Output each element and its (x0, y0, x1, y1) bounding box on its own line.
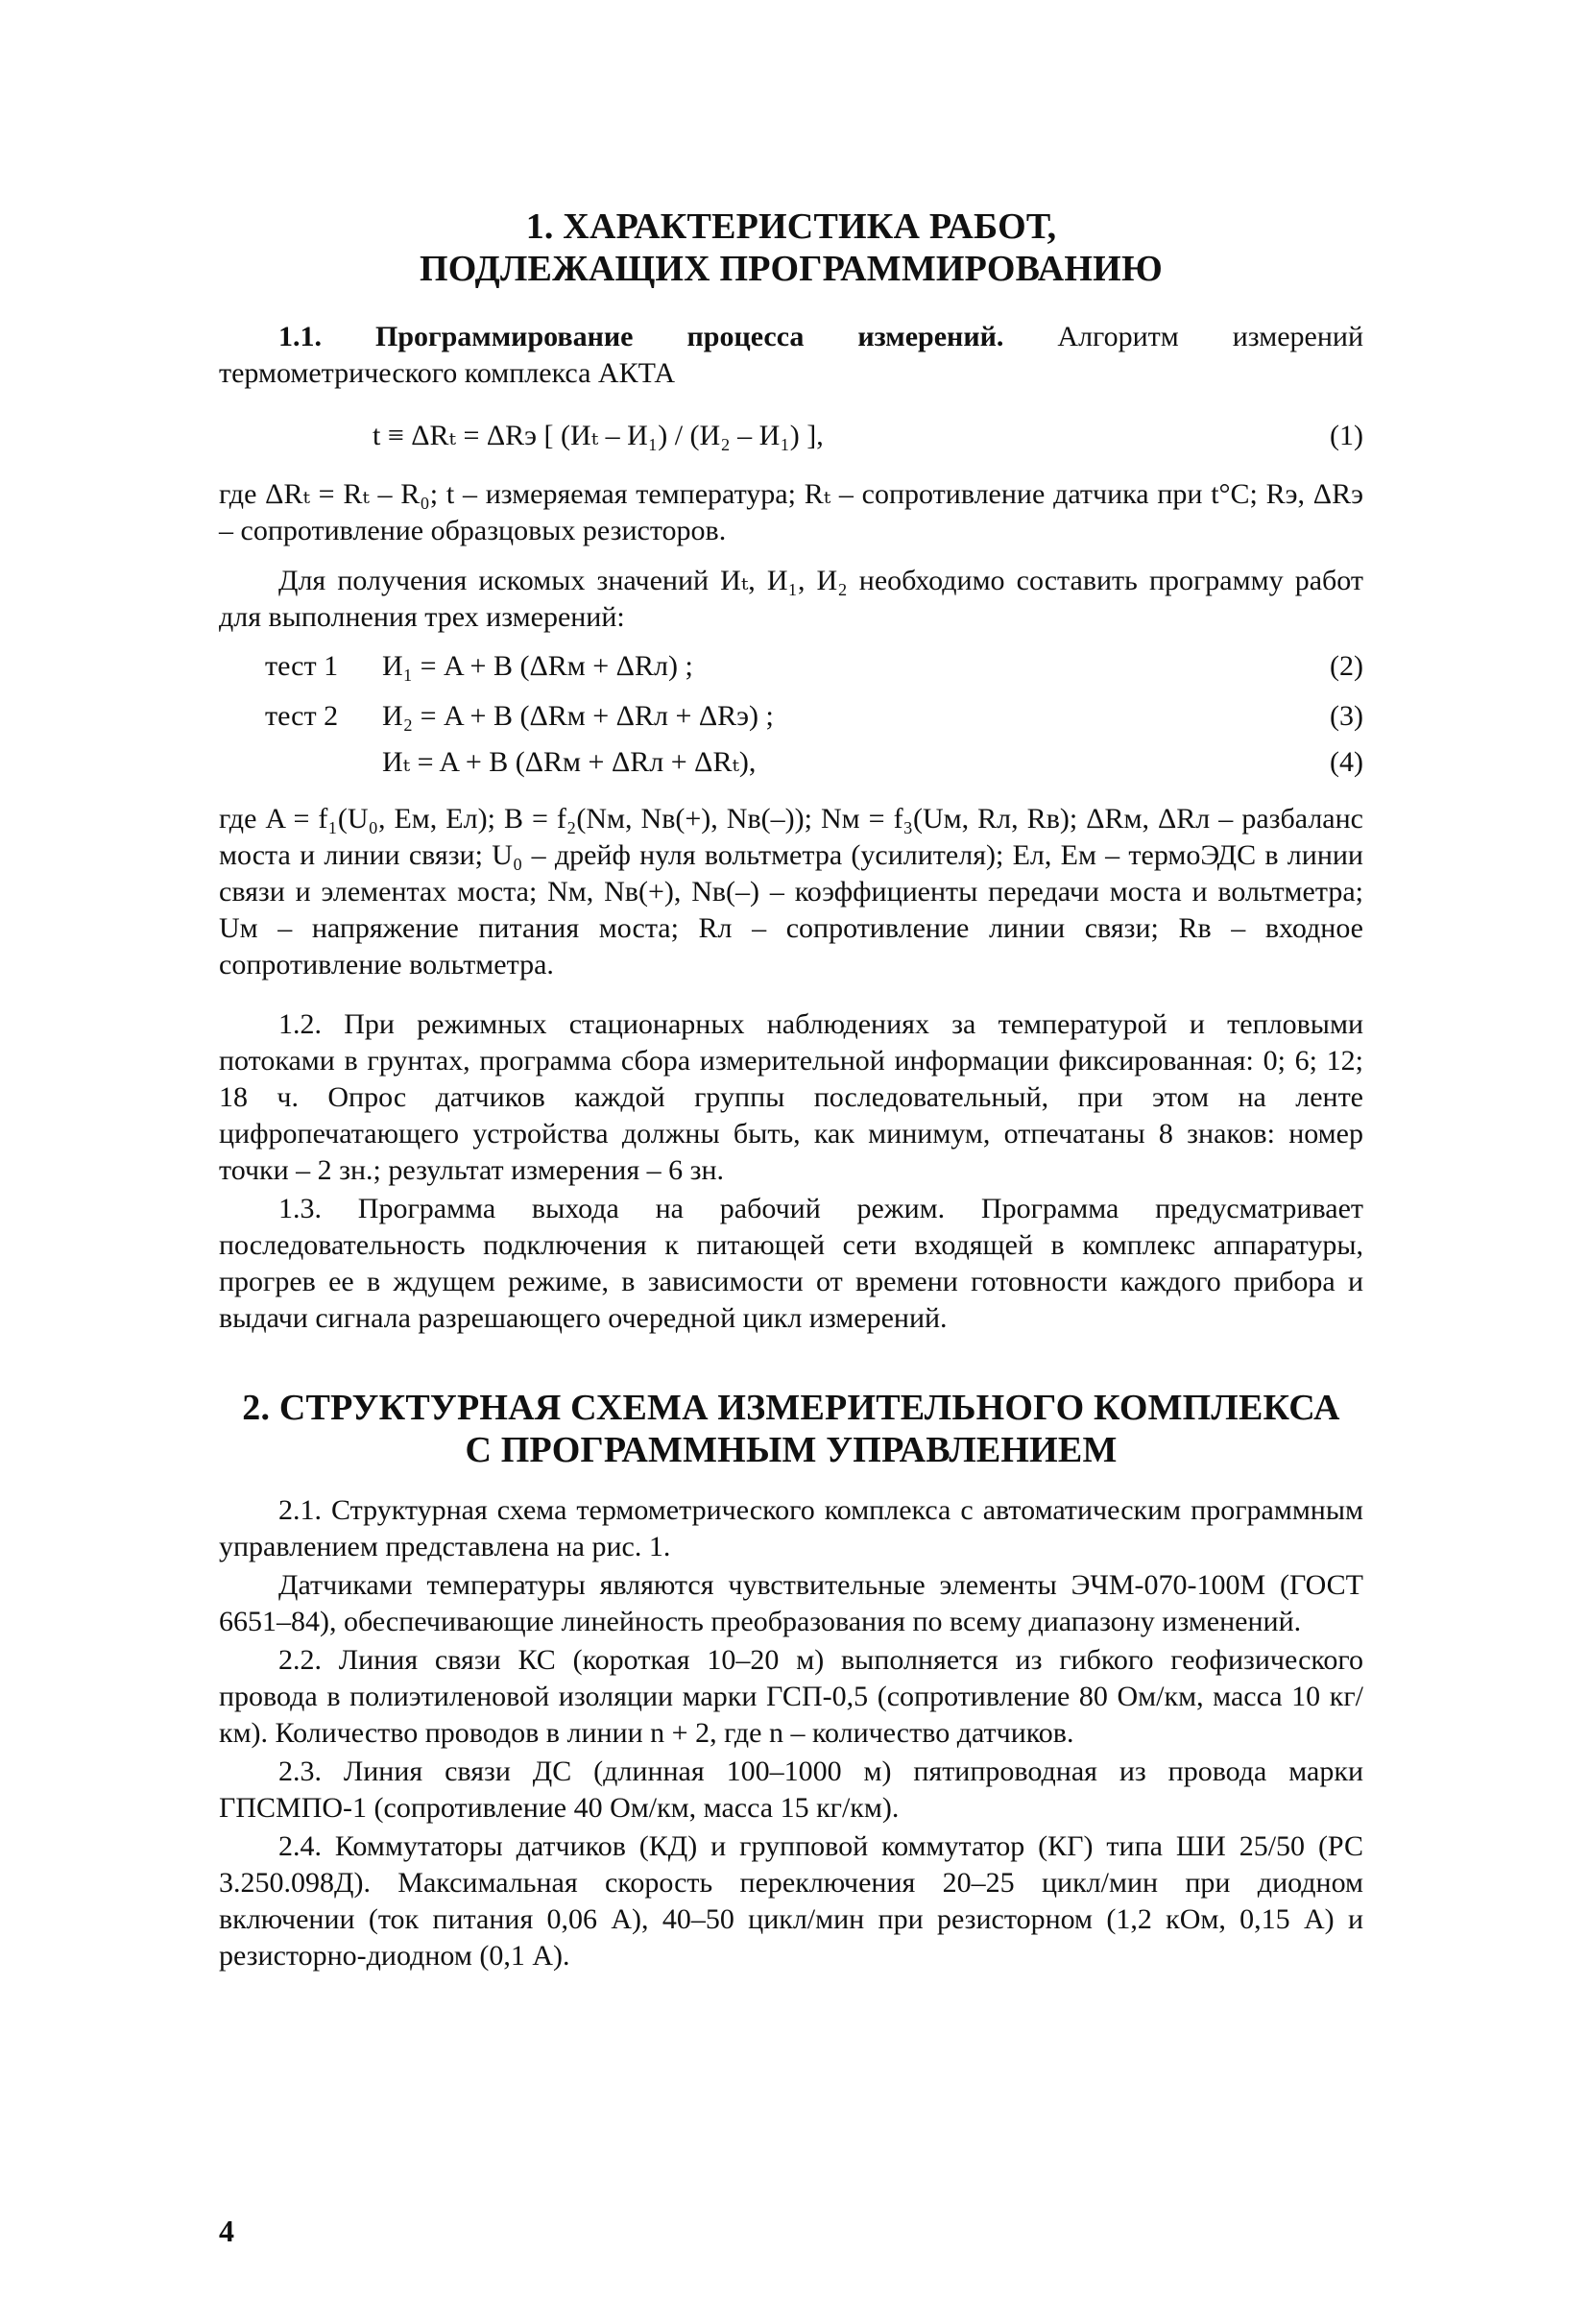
formula-2-4-explanation: где A = f₁(U₀, Eм, Eл); B = f₂(Nм, Nв(+), Nв(–)); Nм = f₃(Uм, Rл, Rв); ΔRм, ΔRл – разбаланс моста и линии связи; U₀ – дрейф нуля вольтметра (усилителя); Eл, Eм – термоЭДС в линии связи и элементах моста; Nм, Nв(+), Nв(–) – коэффициенты передачи моста и вольтметра; Uм – напряжение питания моста; Rл – сопротивление линии связи; Rв – входное сопротивление вольтметра. (219, 803, 1363, 980)
section-2-title-line-1: 2. СТРУКТУРНАЯ СХЕМА ИЗМЕРИТЕЛЬНОГО КОМПЛЕКСА (242, 1388, 1340, 1428)
formula-4-number: (4) (1330, 746, 1363, 778)
document-page (219, 192, 1363, 2286)
section-1-title (219, 206, 1363, 290)
formula-1 (219, 415, 1363, 457)
section-1-title-line-2: ПОДЛЕЖАЩИХ ПРОГРАММИРОВАНИЮ (420, 249, 1163, 289)
formula-1-number: (1) (1330, 420, 1363, 451)
paragraph-2-2 (219, 1642, 1363, 1752)
section-1-title-line-1: 1. ХАРАКТЕРИСТИКА РАБОТ, (525, 206, 1057, 247)
paragraph-2-3-text: Линия связи ДС (длинная 100–1000 м) пятипроводная из провода марки ГПСМПО-1 (сопротивление 40 Ом/км, масса 15 кг/км). (219, 1755, 1363, 1824)
section-2-title (219, 1387, 1363, 1471)
formula-3-expression: И₂ = A + B (ΔRм + ΔRл + ΔRэ) ; (382, 700, 774, 732)
paragraph-2-4-text: Коммутаторы датчиков (КД) и групповой коммутатор (КГ) типа ШИ 25/50 (РС 3.250.098Д). Максимальная скорость переключения 20–25 цикл/мин при диодном включении (ток питания 0,06 А), 40–50 цикл/мин при резисторном (1,2 кОм, 0,15 А) и резисторно-диодном (0,1 А). (219, 1830, 1363, 1972)
test-2-label: тест 2 (265, 700, 339, 732)
paragraph-2-2-text: Линия связи КС (короткая 10–20 м) выполняется из гибкого геофизического провода в полиэтиленовой изоляции марки ГСП-0,5 (сопротивление 80 Ом/км, масса 10 кг/км). Количество проводов в линии n + 2, где n – количество датчиков. (219, 1644, 1363, 1749)
paragraph-1-1-number: 1.1. (278, 321, 322, 352)
formula-1-explanation: где ΔRₜ = Rₜ – R₀; t – измеряемая температура; Rₜ – сопротивление датчика при t°C; Rэ, ΔRэ – сопротивление образцовых резисторов. (219, 478, 1363, 546)
paragraph-2-4 (219, 1828, 1363, 1974)
paragraph-2-1-sensors: Датчиками температуры являются чувствительные элементы ЭЧМ-070-100М (ГОСТ 6651–84), обеспечивающие линейность преобразования по всему диапазону изменений. (219, 1569, 1363, 1637)
formula-4 (219, 741, 1363, 784)
formula-4-expression: Иₜ = A + B (ΔRм + ΔRл + ΔRₜ), (382, 746, 757, 778)
paragraph-1-1-text: Алгоритм измерений термометрического комплекса АКТА (219, 321, 1363, 389)
formula-2-expression: И₁ = A + B (ΔRм + ΔRл) ; (382, 650, 693, 682)
paragraph-1-2-number: 1.2. (278, 1008, 322, 1040)
formula-2 (219, 645, 1363, 688)
paragraph-1-2 (219, 1006, 1363, 1189)
section-2-title-line-2: С ПРОГРАММНЫМ УПРАВЛЕНИЕМ (465, 1430, 1118, 1470)
paragraph-2-4-number: 2.4. (278, 1830, 322, 1862)
paragraph-2-3-number: 2.3. (278, 1755, 322, 1787)
paragraph-2-3 (219, 1754, 1363, 1827)
formula-1-expression: t ≡ ΔRₜ = ΔRэ [ (Иₜ – И₁) / (И₂ – И₁) ], (373, 420, 824, 451)
formula-2-number: (2) (1330, 650, 1363, 682)
paragraph-1-1-lead: Программирование процесса измерений. (322, 321, 1004, 352)
paragraph-tests-intro: Для получения искомых значений Иₜ, И₁, И₂ необходимо составить программу работ для выполнения трех измерений: (219, 565, 1363, 633)
test-1-label: тест 1 (265, 650, 339, 682)
paragraph-2-2-number: 2.2. (278, 1644, 322, 1676)
formula-3-number: (3) (1330, 700, 1363, 732)
formula-3 (219, 695, 1363, 738)
paragraph-2-1-text: Структурная схема термометрического комплекса с автоматическим программным управлением представлена на рис. 1. (219, 1494, 1363, 1562)
paragraph-1-2-text: При режимных стационарных наблюдениях за температурой и тепловыми потоками в грунтах, программа сбора измерительной информации фиксированная: 0; 6; 12; 18 ч. Опрос датчиков каждой группы последовательный, при этом на ленте цифропечатающего устройства должны быть, как минимум, отпечатаны 8 знаков: номер точки – 2 зн.; результат измерения – 6 зн. (219, 1008, 1363, 1186)
paragraph-2-1 (219, 1492, 1363, 1565)
paragraph-1-3-text: Программа выхода на рабочий режим. Программа предусматривает последовательность подключения к питающей сети входящей в комплекс аппаратуры, прогрев ее в ждущем режиме, в зависимости от времени готовности каждого прибора и выдачи сигнала разрешающего очередной цикл измерений. (219, 1193, 1363, 1334)
paragraph-2-1-number: 2.1. (278, 1494, 322, 1526)
page-number: 4 (219, 2214, 234, 2248)
paragraph-1-3-number: 1.3. (278, 1193, 322, 1224)
paragraph-1-3 (219, 1191, 1363, 1337)
paragraph-1-1 (219, 319, 1363, 392)
